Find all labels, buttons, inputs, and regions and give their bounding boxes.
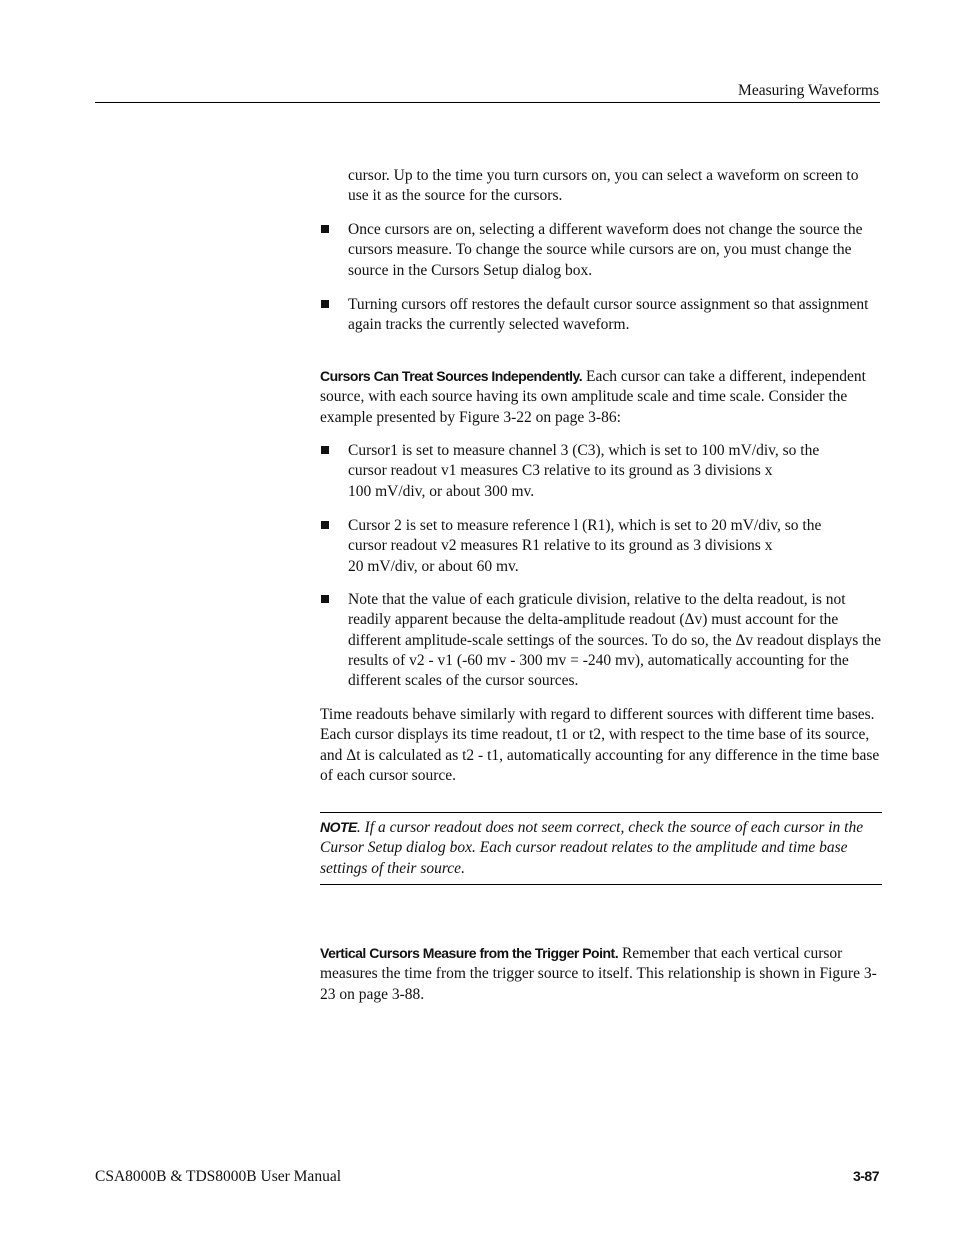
- run-in-heading: Vertical Cursors Measure from the Trigger Point.: [320, 945, 619, 961]
- bullet-square-icon: [321, 446, 329, 454]
- section-sources-independently: Cursors Can Treat Sources Independently. Each cursor can take a different, independent source, with each source having its own amplitude scale and time scale. Consider the example presented by Figure 3-22 on page 3-86:: [320, 368, 866, 426]
- footer-manual-title: CSA8000B & TDS8000B User Manual: [95, 1168, 342, 1185]
- bullet-square-icon: [321, 595, 329, 603]
- page-number: 3-87: [852, 1168, 879, 1184]
- paragraph-continuation: cursor. Up to the time you turn cursors on, you can select a waveform on screen to use it as the source for the cursors.: [348, 167, 859, 205]
- bullet-item: Note that the value of each graticule division, relative to the delta readout, is not readily apparent because the delta-amplitude readout (Δv) must account for the different amplitude-scale settings of the sources. To do so, the Δv readout displays the results of v2 - v1 (-60 mv - 300 mv = -240 mv), automatically accounting for the different scales of the cursor sources.: [320, 590, 882, 691]
- note-box: NOTE. If a cursor readout does not seem correct, check the source of each cursor in the Cursor Setup dialog box. Each cursor readout relates to the amplitude and time base settings of their source.: [320, 812, 882, 885]
- bullet-item: Turning cursors off restores the default cursor source assignment so that assignment again tracks the currently selected waveform.: [320, 295, 882, 336]
- header-rule: [95, 102, 880, 103]
- run-in-heading: Cursors Can Treat Sources Independently.: [320, 368, 583, 384]
- note-label: NOTE: [320, 819, 357, 835]
- running-header: Measuring Waveforms: [738, 82, 879, 99]
- bullet-square-icon: [321, 225, 329, 233]
- bullet-square-icon: [321, 521, 329, 529]
- bullet-item: Cursor1 is set to measure channel 3 (C3), which is set to 100 mV/div, so the cursor readout v1 measures C3 relative to its ground as 3 divisions x 100 mV/div, or about 300 mv.: [320, 441, 882, 502]
- paragraph-time-readouts: Time readouts behave similarly with regard to different sources with different time bases. Each cursor displays its time readout, t1 or t2, with respect to the time base of its source, and Δt is calculated as t2 - t1, automatically accounting for any difference in the time base of each cursor source.: [320, 706, 880, 784]
- bullet-square-icon: [321, 300, 329, 308]
- section-vertical-cursors: Vertical Cursors Measure from the Trigger Point. Remember that each vertical cursor measures the time from the trigger source to itself. This relationship is shown in Figure 3-23 on page 3-88.: [320, 945, 877, 1003]
- bullet-item: Cursor 2 is set to measure reference l (R1), which is set to 20 mV/div, so the cursor readout v2 measures R1 relative to its ground as 3 divisions x 20 mV/div, or about 60 mv.: [320, 516, 882, 577]
- bullet-item: Once cursors are on, selecting a different waveform does not change the source the cursors measure. To change the source while cursors are on, you must change the source in the Cursors Setup dialog box.: [320, 220, 882, 281]
